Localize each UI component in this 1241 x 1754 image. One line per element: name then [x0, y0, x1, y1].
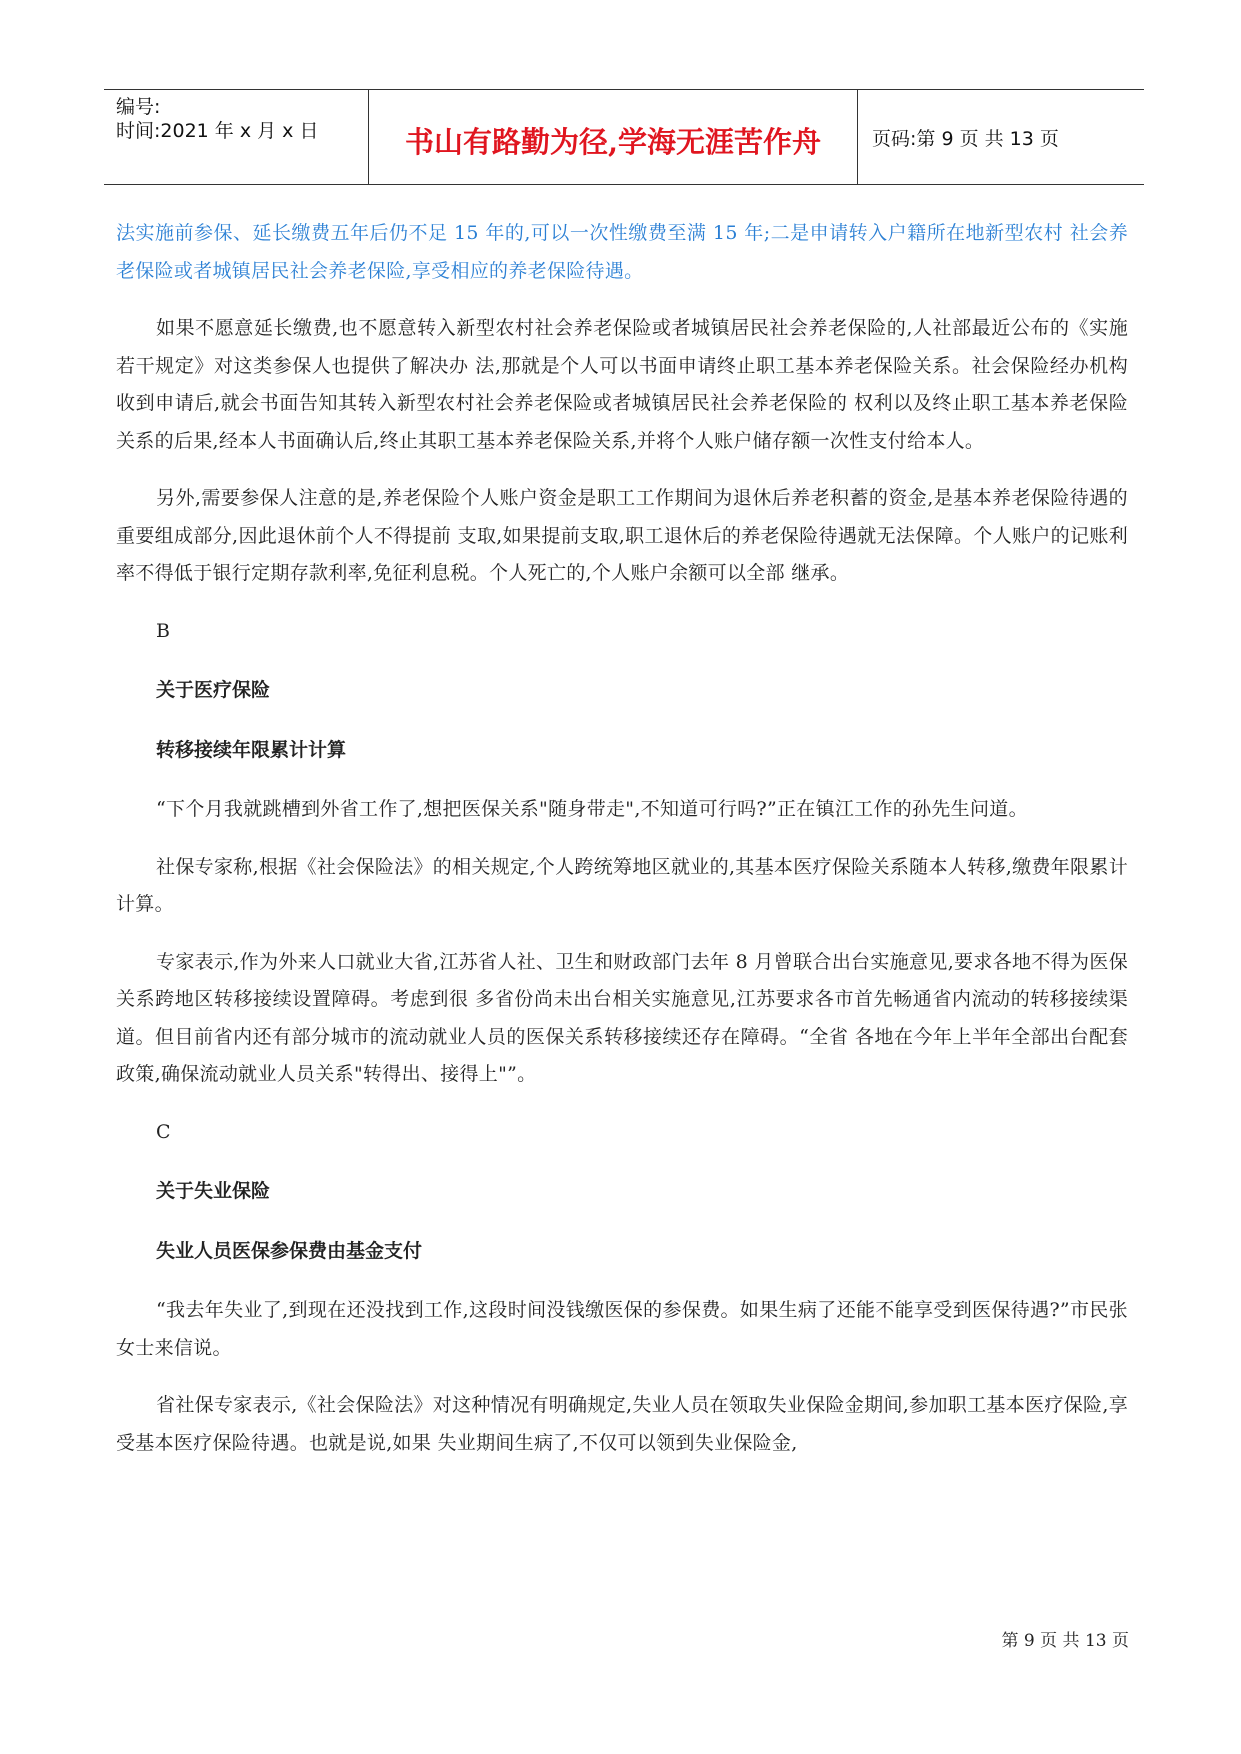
paragraph-2: 如果不愿意延长缴费,也不愿意转入新型农村社会养老保险或者城镇居民社会养老保险的,人社部最近公布的《实施若干规定》对这类参保人也提供了解决办 法,那就是个人可以书面申请终止职工基本养老保险关系。社会保险经办机构收到申请后,就会书面告知其转入新型农村社会养老保险或者城镇居民社会养老保险的 权利以及终止职工基本养老保险关系的后果,经本人书面确认后,终止其职工基本养老保险关系,并将个人账户储存额一次性支付给本人。 [116, 317, 1128, 452]
paragraph-7: “我去年失业了,到现在还没找到工作,这段时间没钱缴医保的参保费。如果生病了还能不能享受到医保待遇?”市民张女士来信说。 [116, 1299, 1128, 1359]
section-label-c: C [156, 1120, 171, 1143]
section-label-b: B [156, 619, 170, 642]
section-heading-unemployment: 关于失业保险 [156, 1180, 271, 1202]
document-number-label: 编号: [116, 96, 161, 118]
paragraph-5: 社保专家称,根据《社会保险法》的相关规定,个人跨统筹地区就业的,其基本医疗保险关系随本人转移,缴费年限累计计算。 [116, 855, 1128, 915]
paragraph-1: 法实施前参保、延长缴费五年后仍不足 15 年的,可以一次性缴费至满 15 年;二是申请转入户籍所在地新型农村 社会养老保险或者城镇居民社会养老保险,享受相应的养老保险待遇。 [116, 222, 1128, 282]
header-motto: 书山有路勤为径,学海无涯苦作舟 [404, 125, 822, 159]
header-page-info: 页码:第 9 页 共 13 页 [872, 128, 1059, 150]
header-meta-cell [104, 90, 368, 184]
document-body [116, 215, 1128, 1482]
section-heading-medical: 关于医疗保险 [156, 679, 271, 701]
page-header [104, 89, 1144, 185]
paragraph-4: “下个月我就跳槽到外省工作了,想把医保关系"随身带走",不知道可行吗?”正在镇江工作的孙先生问道。 [156, 798, 1028, 820]
header-page-cell [858, 90, 1144, 184]
subheading-transfer: 转移接续年限累计计算 [156, 738, 347, 761]
document-time-label: 时间:2021 年 x 月 x 日 [116, 120, 319, 142]
paragraph-6: 专家表示,作为外来人口就业大省,江苏省人社、卫生和财政部门去年 8 月曾联合出台实施意见,要求各地不得为医保关系跨地区转移接续设置障碍。考虑到很 多省份尚未出台相关实施意见,江苏要求各市首先畅通省内流动的转移接续渠道。但目前省内还有部分城市的流动就业人员的医保关系转移接续还存在障碍。“全省 各地在今年上半年全部出台配套政策,确保流动就业人员关系"转得出、接得上"”。 [116, 950, 1128, 1085]
header-motto-cell [368, 90, 858, 184]
paragraph-3: 另外,需要参保人注意的是,养老保险个人账户资金是职工工作期间为退休后养老积蓄的资金,是基本养老保险待遇的重要组成部分,因此退休前个人不得提前 支取,如果提前支取,职工退休后的养老保险待遇就无法保障。个人账户的记账利率不得低于银行定期存款利率,免征利息税。个人死亡的,个人账户余额可以全部 继承。 [116, 487, 1128, 584]
page-footer: 第 9 页 共 13 页 [1001, 1631, 1129, 1651]
paragraph-8: 省社保专家表示,《社会保险法》对这种情况有明确规定,失业人员在领取失业保险金期间,参加职工基本医疗保险,享受基本医疗保险待遇。也就是说,如果 失业期间生病了,不仅可以领到失业保险金, [116, 1394, 1128, 1454]
subheading-fund-payment: 失业人员医保参保费由基金支付 [156, 1239, 423, 1262]
